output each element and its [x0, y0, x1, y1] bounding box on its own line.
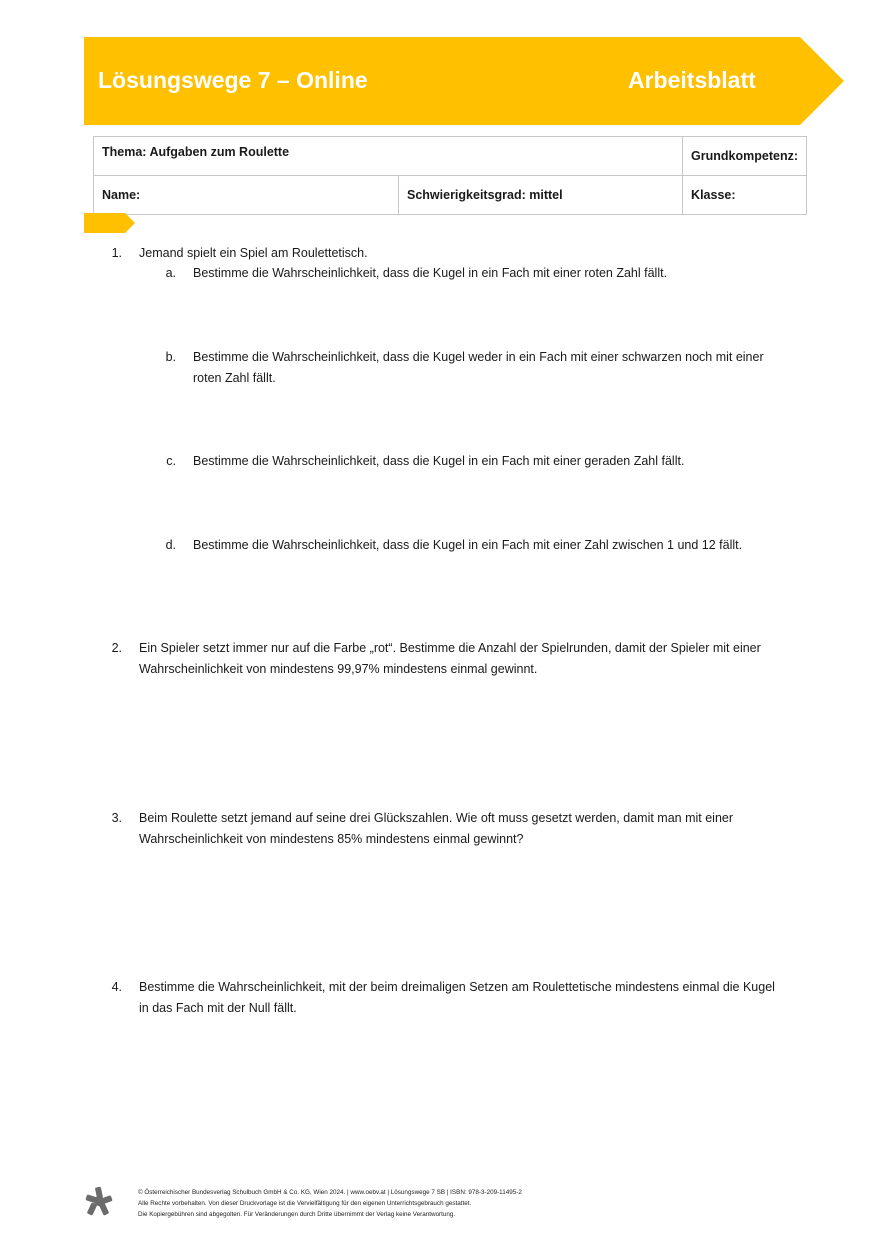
- subquestion-label: b.: [165, 350, 176, 364]
- section-tab-arrow: [84, 213, 136, 233]
- subquestion-text: roten Zahl fällt.: [193, 371, 276, 385]
- question-text: Beim Roulette setzt jemand auf seine drei Glückszahlen. Wie oft muss gesetzt werden, damit man mit einer: [139, 811, 734, 825]
- subquestion-label: d.: [165, 538, 176, 552]
- difficulty-cell: Schwierigkeitsgrad: mittel: [399, 176, 683, 215]
- subquestion-label: c.: [166, 454, 176, 468]
- question-number: 4.: [111, 980, 122, 994]
- subquestion-text: Bestimme die Wahrscheinlichkeit, dass die Kugel weder in ein Fach mit einer schwarzen noch mit einer: [193, 350, 764, 364]
- footer-line: Alle Rechte vorbehalten. Von dieser Druckvorlage ist die Vervielfältigung für den eigenen Unterrichtsgebrauch gestattet.: [138, 1200, 472, 1207]
- klasse-cell[interactable]: Klasse:: [683, 176, 807, 215]
- question-text: Wahrscheinlichkeit von mindestens 99,97% mindestens einmal gewinnt.: [139, 662, 538, 676]
- info-table: [93, 136, 807, 215]
- name-cell[interactable]: Name:: [94, 176, 399, 215]
- footer-copyright: [138, 1187, 522, 1220]
- question-text: in das Fach mit der Null fällt.: [139, 1001, 297, 1015]
- subquestion-text: Bestimme die Wahrscheinlichkeit, dass die Kugel in ein Fach mit einer Zahl zwischen 1 und 12 fällt.: [193, 538, 743, 552]
- subquestion-text: Bestimme die Wahrscheinlichkeit, dass die Kugel in ein Fach mit einer roten Zahl fällt.: [193, 266, 668, 280]
- question-text: Ein Spieler setzt immer nur auf die Farbe „rot“. Bestimme die Anzahl der Spielrunden, damit der Spieler mit einer: [139, 641, 761, 655]
- grundkompetenz-cell[interactable]: Grundkompetenz:: [683, 137, 807, 176]
- footer-line: © Österreichischer Bundesverlag Schulbuch GmbH & Co. KG, Wien 2024. | www.oebv.at | Lösungswege 7 SB | ISBN: 978-3-209-11495-2: [138, 1189, 522, 1196]
- question-number: 3.: [111, 811, 122, 825]
- page-title: Lösungswege 7 – Online: [98, 67, 368, 93]
- header-banner: [84, 37, 844, 125]
- subquestion-text: Bestimme die Wahrscheinlichkeit, dass die Kugel in ein Fach mit einer geraden Zahl fällt.: [193, 454, 685, 468]
- thema-cell: Thema: Aufgaben zum Roulette: [94, 137, 683, 176]
- oebv-logo-icon: [84, 1186, 114, 1216]
- question-number: 1.: [111, 246, 122, 260]
- doc-type-label: Arbeitsblatt: [628, 67, 756, 93]
- subquestion-label: a.: [165, 266, 176, 280]
- question-text: Jemand spielt ein Spiel am Roulettetisch.: [139, 246, 368, 260]
- question-number: 2.: [111, 641, 122, 655]
- question-text: Bestimme die Wahrscheinlichkeit, mit der beim dreimaligen Setzen am Roulettetische mindestens einmal die Kugel: [139, 980, 775, 994]
- question-text: Wahrscheinlichkeit von mindestens 85% mindestens einmal gewinnt?: [139, 832, 524, 846]
- footer-line: Die Kopiergebühren sind abgegolten. Für Veränderungen durch Dritte übernimmt der Verlag keine Verantwortung.: [138, 1211, 456, 1218]
